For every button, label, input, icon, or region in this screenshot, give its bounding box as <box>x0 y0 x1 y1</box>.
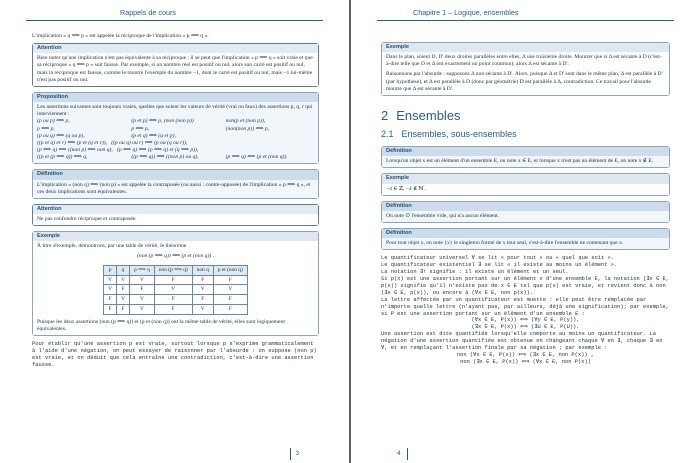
box-body: On note ∅ l'ensemble vide, qui n'a aucun élément. <box>382 211 669 222</box>
table-cell: F <box>213 295 247 305</box>
table-cell: V <box>129 305 154 315</box>
closing-paragraph: Pour établir qu'une assertion p est vraie, surtout lorsque p s'exprime grammaticalement à l'aide d'une négation, on peut essayer de raisonner par l'absurde : on suppose (non p) est vraie, et on déduit que cela entraîne une contradiction, c'est-à-dire une assertion fausse. <box>32 341 317 369</box>
table-cell: F <box>213 305 247 315</box>
box-body: Lorsqu'un objet x est un élément d'un ensemble E, on note x ∈ E, et lorsque x n'est pas un élément de E, on note x ∉ E. <box>382 156 669 167</box>
page-number: 3 <box>295 450 299 457</box>
theorem-formula: (non (p ⟹ q)) ⟺ (p et (non q)) . <box>137 253 214 260</box>
table-header-row <box>104 265 248 275</box>
formula: ((p et (p ⟹ q)) ⟹ q, <box>37 154 88 161</box>
definition-box <box>32 169 319 198</box>
table-cell: V <box>104 285 117 295</box>
example-intro: À titre d'exemple, démontrons, par une table de vérité, le théorème <box>37 243 187 250</box>
attention-box <box>32 204 319 226</box>
formula: ((p ⟹ q)) ⟺ ((non p) ou q), <box>131 154 199 161</box>
formula: p ⟹ p, <box>37 125 55 132</box>
table-cell: V <box>154 285 192 295</box>
box-title: Définition <box>382 229 669 238</box>
table-cell: V <box>129 295 154 305</box>
running-header: Chapitre 1 – Logique, ensembles <box>413 8 519 17</box>
proposition-formulas <box>37 154 314 161</box>
formula: p ⟺ p, <box>131 125 150 132</box>
example-box <box>381 42 670 96</box>
table-cell: F <box>213 275 247 285</box>
table-cell: F <box>117 285 130 295</box>
subsection-title: Ensembles, sous-ensembles <box>401 128 517 139</box>
column-header: non (p ⟹ q) <box>154 265 192 275</box>
table-row <box>104 295 248 305</box>
definition-box <box>381 201 670 223</box>
formula: (p ou p) ⟺ p, <box>37 118 70 125</box>
table-cell: V <box>213 285 247 295</box>
page-right <box>351 0 700 463</box>
quantifier-text <box>381 255 670 366</box>
table-cell: V <box>104 275 117 285</box>
box-body <box>33 102 318 163</box>
intro-paragraph: L'implication « q ⟹ p » est appelée la réciproque de l'implication « p ⟹ q ». <box>32 33 209 39</box>
table-row <box>104 275 248 285</box>
column-header: p et (non q) <box>213 265 247 275</box>
box-title: Définition <box>33 170 318 179</box>
table-cell: F <box>129 285 154 295</box>
box-title: Définition <box>382 202 669 211</box>
table-cell: F <box>104 295 117 305</box>
box-title: Exemple <box>382 174 669 183</box>
table-cell: F <box>154 295 192 305</box>
header-rule <box>377 20 674 21</box>
formula: (∃x ∈ E, P(x)) ⟺ (∃U ∈ E, P(U)). <box>471 324 580 331</box>
page-number: 4 <box>397 450 401 457</box>
box-body <box>33 241 318 335</box>
formula: (non(non p)) ⟺ p, <box>225 125 270 132</box>
formula: non (∀x ∈ E, P(x)) ⟺ (∃x ∈ E, non P(x)) , <box>456 352 595 359</box>
header-rule <box>26 20 323 21</box>
subsection-heading <box>381 129 670 141</box>
attention-box <box>32 43 319 87</box>
page-number-bar <box>407 448 408 460</box>
formula <box>226 133 314 140</box>
column-header: p ⟹ q <box>129 265 154 275</box>
box-body: L'implication « (non q) ⟹ (non p) » est appelée la contraposée (ou aussi : contre-apposée) de l'implication « p ⟹ q », et ces deux implications sont équivalentes. <box>33 180 318 198</box>
section-heading <box>381 108 670 125</box>
table-row <box>104 285 248 295</box>
formula: (p ou q) ⟺ (q ou p), <box>37 132 85 139</box>
box-body <box>382 52 669 95</box>
definition-box <box>381 146 670 168</box>
table-cell: V <box>117 295 130 305</box>
box-body: −4 ∈ ℤ, −4 ∉ ℕ. <box>382 184 669 195</box>
example-conclusion: Puisque les deux assertions (non (p ⟹ q)) et (p et (non q)) ont la même table de vérité, elles sont logiquement équivalentes. <box>37 319 285 333</box>
table-cell: F <box>117 305 130 315</box>
page-content <box>381 42 670 366</box>
box-title: Exemple <box>382 43 669 52</box>
truth-table <box>103 265 248 316</box>
page-left <box>0 0 349 463</box>
table-cell: F <box>192 275 213 285</box>
section-title: Ensembles <box>396 107 461 123</box>
box-body: Ne pas confondre réciproque et contraposée. <box>33 214 318 225</box>
table-cell: V <box>129 275 154 285</box>
paragraph: Le quantificateur existentiel ∃ se lit « il existe au moins un élément ». <box>381 262 618 269</box>
formula: (p ⟺ q) ⟺ ((non p) ⟺ non q), (p ⟺ q) ⟺ (p ⟹ q) et (q ⟹ p)), <box>37 147 199 154</box>
running-header: Rappels de cours <box>120 8 176 17</box>
table-cell: F <box>104 305 117 315</box>
box-title: Attention <box>33 44 318 53</box>
page-number-bar <box>290 448 291 460</box>
column-header: q <box>117 265 130 275</box>
formula: (∀x ∈ E, P(x)) ⟺ (∀y ∈ E, P(y)), <box>471 317 580 324</box>
box-title: Exemple <box>33 232 318 241</box>
definition-box <box>381 228 670 250</box>
paragraph: Si p(x) est une assertion portant sur un élément x d'une ensemble E, la notation (∃x ∈ E, p(x)) signifie qu'il n'existe pas de x ∈ E tel que p(x) est vraie, et revient donc à non (∃x ∈ E, p(x)), ou encore à (∀x ∈ E, non p(x)). <box>381 276 669 296</box>
section-number: 2 <box>381 107 389 123</box>
formula: (p ⟹ q) ⟺ (p et (non q)). <box>225 154 288 161</box>
proposition-intro: Les assertions suivantes sont toujours vraies, quelles que soient les valeurs de vérité (vrai ou faux) des assertions p, q, r qui interviennent : <box>37 104 313 118</box>
example-paragraph: Dans le plan, soient D, D' deux droites parallèles entre elles, Δ une troisième droite. Montrer que si Δ est sécante à D (c'est-à-dire telle que D et Δ ont exactement un point commun), alors Δ est sécante à D'. <box>386 54 662 68</box>
paragraph: Une assertion est dite quantifiée lorsqu'elle comporte au moins un quantificateur. La négation d'une assertion quantifiée est obtenue en changeant chaque ∀ en ∃, chaque ∃ en ∀, et en remplaçant l'assertion finale par sa négation ; par exemple : <box>381 331 663 352</box>
formula: non(p et (non p)), <box>225 118 266 125</box>
example-box <box>381 173 670 195</box>
formula: (p et q) ⟺ (q et p), <box>131 132 176 139</box>
table-row <box>104 305 248 315</box>
box-body: Pour tout objet x, on note {x} le singleton formé de x tout seul, c'est-à-dire l'ensemble ne contenant que x. <box>382 238 669 249</box>
box-title: Attention <box>33 205 318 214</box>
proposition-box <box>32 92 319 164</box>
formula: (p et p) ⟺ p, (non (non p)) <box>131 118 194 125</box>
box-title: Proposition <box>33 93 318 102</box>
example-box <box>32 231 319 336</box>
example-paragraph: Raisonnons par l'absurde : supposons Δ non sécante à D'. Alors, puisque Δ et D' sont dans le même plan, Δ est parallèle à D' (par hypothèse), et Δ est parallèle à D (donc par géométrie) D est parallèle à Δ, contradiction. Ce travail pour l'absurde montre que Δ est sécante à D'. <box>386 71 663 92</box>
table-cell: F <box>154 305 192 315</box>
table-cell: V <box>117 275 130 285</box>
subsection-number: 2.1 <box>381 128 394 139</box>
paragraph: La lettre affectée par un quantificateur est muette : elle peut être remplacée par n'importe quelle lettre (n'ayant pas, par ailleurs, déjà une signification); par exemple, si P est une assertion portant sur un élément d'un ensemble E : <box>381 296 669 317</box>
box-title: Définition <box>382 147 669 156</box>
paragraph: Le quantificateur universel ∀ se lit « pour tout » ou « quel que soit ». <box>381 255 614 262</box>
box-body: Bien noter qu'une implication n'est pas équivalente à sa réciproque : il se peut que l'implication « p ⟹ q » soit vraie et que sa réciproque « q ⟹ p » soit fausse. Par exemple, si un nombre réel est positif ou nul, alors son carré est positif ou nul, mais la réciproque est fausse, comme le montre l'exemple du nombre −1, dont le carré est positif ou nul, mais −1 lui-même n'est pas positif ou nul. <box>33 53 318 86</box>
table-cell: V <box>192 305 213 315</box>
column-header: p <box>104 265 117 275</box>
proposition-formulas <box>37 118 314 139</box>
paragraph: La notation ∃! signifie : il existe un élément et un seul. <box>381 269 569 276</box>
formula: ((p et q) et r) ⟺ (p et (q et r)), ((p ou q) ou r) ⟺ (p ou (q ou r)), <box>37 139 188 146</box>
column-header: non q <box>192 265 213 275</box>
formula: non (∃x ∈ E, P(x)) ⟺ (∀x ∈ E, non P(x)) <box>460 358 591 365</box>
table-cell: F <box>192 295 213 305</box>
page-content <box>32 33 319 372</box>
table-cell: V <box>192 285 213 295</box>
table-cell: F <box>154 275 192 285</box>
